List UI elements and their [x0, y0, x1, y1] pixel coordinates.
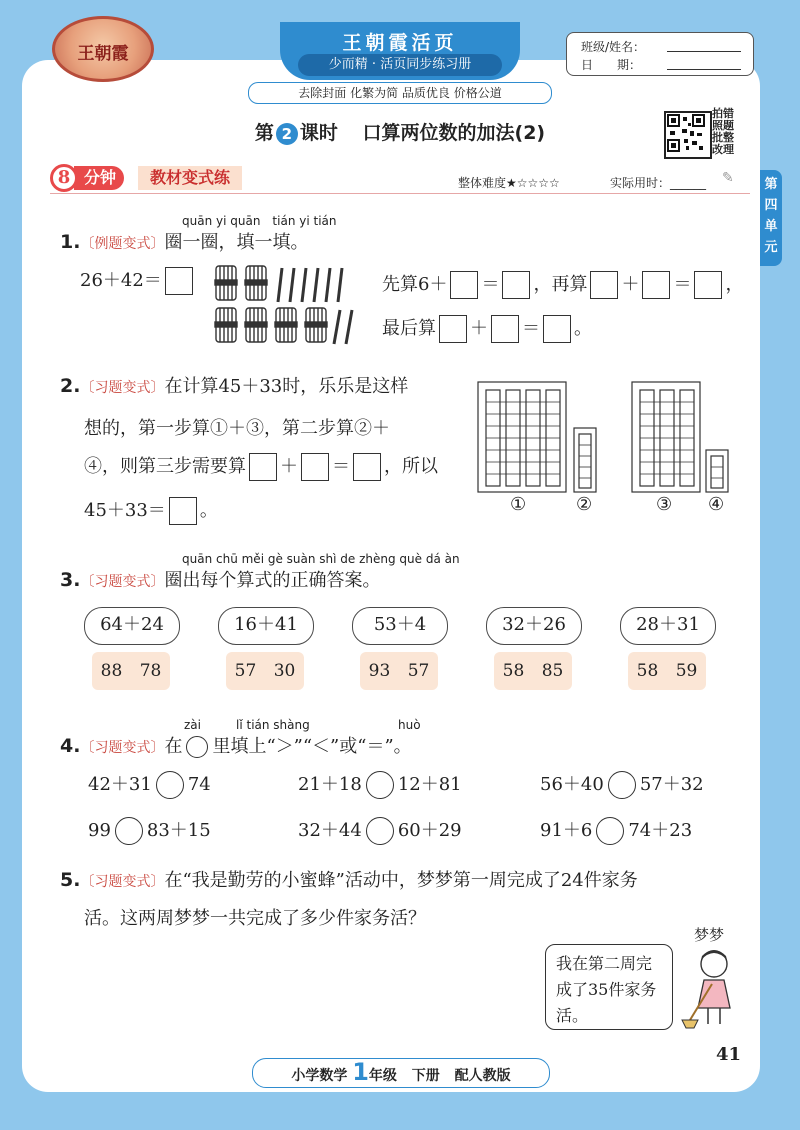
answer-box[interactable]	[502, 271, 530, 299]
q1-text: 圈一圈，填一填。	[164, 232, 309, 253]
minutes-label: 分钟	[74, 166, 124, 190]
compare-circle[interactable]	[115, 817, 143, 845]
compare-right: 57＋32	[639, 774, 704, 795]
lesson-suffix: 课时	[299, 122, 338, 144]
compare-right: 74＋23	[628, 820, 693, 841]
section-name: 教材变式练	[138, 166, 242, 190]
section-divider	[50, 193, 750, 194]
q1-heading	[60, 228, 308, 254]
unit-side-tab: 第四单元	[760, 170, 782, 266]
compare-right: 83＋15	[146, 820, 211, 841]
q3-pinyin: quān chū měi gè suàn shì de zhèng què dá àn	[182, 552, 460, 566]
answer-choices[interactable]: 88 78	[92, 652, 170, 690]
q2-label-1: ①	[510, 494, 527, 515]
speech-bubble: 我在第二周完成了35件家务活。	[545, 944, 673, 1030]
bundle	[305, 308, 327, 342]
qr-label: 拍错照题批整改理	[712, 107, 734, 156]
q4-text-b: 里填上“＞”“＜”或“＝”。	[212, 736, 412, 757]
compare-right: 12＋81	[397, 774, 462, 795]
q5-tag: 〔习题变式〕	[80, 874, 165, 890]
brand-subtitle: 少而精 · 活页同步练习册	[298, 54, 502, 76]
brand-logo	[52, 16, 154, 82]
name-date-box	[566, 32, 754, 76]
q2-label-3: ③	[656, 494, 673, 515]
q1-number: 1.	[60, 231, 81, 253]
compare-item	[540, 770, 704, 799]
q4-pinyin-huo: huò	[398, 718, 421, 732]
compare-item	[540, 816, 692, 845]
q1-pinyin: quān yi quān tián yi tián	[182, 214, 337, 228]
footer-badge	[252, 1058, 550, 1088]
difficulty: 整体难度★☆☆☆☆	[458, 176, 560, 190]
date-field[interactable]	[667, 69, 741, 70]
compare-circle[interactable]	[608, 771, 636, 799]
q1-step2	[382, 314, 592, 343]
expression-cloud: 64＋24	[84, 607, 180, 645]
q4-pinyin-li: lǐ tián shàng	[236, 718, 310, 732]
compare-left: 32＋44	[298, 820, 362, 841]
answer-box[interactable]	[450, 271, 478, 299]
expression-cloud: 28＋31	[620, 607, 716, 645]
answer-box[interactable]	[169, 497, 197, 525]
q5-line2: 活。这两周梦梦一共完成了多少件家务活？	[84, 908, 426, 929]
q1-step2-plus: ＋	[470, 318, 488, 339]
footer-subject: 小学数学	[291, 1068, 348, 1084]
q2-label-2: ②	[576, 494, 593, 515]
brand-title: 王朝霞活页	[342, 32, 458, 54]
q3-tag: 〔习题变式〕	[80, 574, 165, 590]
answer-choices[interactable]: 58 59	[628, 652, 706, 690]
q1-step1-text-c: ，再算	[533, 274, 588, 295]
q3-heading	[60, 566, 380, 592]
lesson-prefix: 第	[254, 122, 274, 144]
expression-cloud: 16＋41	[218, 607, 314, 645]
q4-tag: 〔习题变式〕	[80, 740, 165, 756]
q4-pinyin-zai: zài	[184, 718, 201, 732]
q5-number: 5.	[60, 869, 81, 891]
answer-choices[interactable]: 93 57	[360, 652, 438, 690]
answer-box[interactable]	[491, 315, 519, 343]
answer-box[interactable]	[353, 453, 381, 481]
q3-text: 圈出每个算式的正确答案。	[164, 570, 381, 591]
time-used: 实际用时：______	[610, 176, 707, 190]
q2-number: 2.	[60, 375, 81, 397]
q2-text-1: 在计算45＋33时，乐乐是这样	[164, 376, 409, 397]
compare-item	[298, 816, 462, 845]
answer-box[interactable]	[165, 267, 193, 295]
answer-choices[interactable]: 57 30	[226, 652, 304, 690]
section-banner	[50, 164, 250, 192]
q1-step1	[382, 270, 743, 299]
expression-cloud: 53＋4	[352, 607, 448, 645]
q1-step1-comma: ，	[725, 274, 744, 295]
class-name-field[interactable]	[667, 51, 741, 52]
q4-heading	[60, 732, 412, 758]
answer-box[interactable]	[301, 453, 329, 481]
q2-line4	[84, 496, 218, 525]
q5-line1	[60, 866, 638, 892]
bundle	[245, 266, 267, 300]
footer-volume: 下册	[411, 1068, 440, 1084]
q2-line2: 想的，第一步算①＋③，第二步算②＋	[84, 418, 390, 439]
bundle	[215, 308, 237, 342]
compare-circle[interactable]	[156, 771, 184, 799]
q1-step2-period: 。	[574, 318, 592, 339]
footer-grade: 年级	[368, 1068, 397, 1084]
compare-left: 99	[88, 820, 111, 841]
brand-banner	[280, 22, 520, 80]
page-number: 41	[716, 1044, 742, 1065]
q4-number: 4.	[60, 735, 81, 757]
slogan: 去除封面 化繁为简 品质优良 价格公道	[248, 82, 552, 104]
q1-expression	[80, 266, 196, 295]
compare-left: 91＋6	[540, 820, 593, 841]
q2-line4-text: 45＋33＝	[84, 500, 166, 521]
compare-right: 74	[187, 774, 211, 795]
q2-tag: 〔习题变式〕	[80, 380, 165, 396]
q1-step2-equals: ＝	[522, 318, 540, 339]
answer-box[interactable]	[694, 271, 722, 299]
compare-right: 60＋29	[397, 820, 462, 841]
answer-choices[interactable]: 58 85	[494, 652, 572, 690]
compare-item	[88, 770, 211, 799]
q1-expr-text: 26＋42＝	[80, 270, 162, 291]
q2-label-4: ④	[708, 494, 725, 515]
compare-item	[88, 816, 211, 845]
ones-3	[711, 456, 723, 488]
q1-tag: 〔例题变式〕	[80, 236, 165, 252]
q2-line3-text: ④，则第三步需要算	[84, 456, 246, 477]
answer-box[interactable]	[439, 315, 467, 343]
qr-code-icon[interactable]	[664, 111, 712, 159]
lesson-name: 口算两位数的加法(2)	[362, 122, 546, 144]
compare-circle[interactable]	[596, 817, 624, 845]
compare-item	[298, 770, 462, 799]
ones-5	[579, 434, 591, 488]
character-name: 梦梦	[694, 926, 725, 944]
footer-grade-number: 1	[352, 1058, 369, 1086]
bundle	[275, 308, 297, 342]
q4-text-a: 在	[164, 736, 183, 757]
q1-step1-text-a: 先算6＋	[382, 274, 448, 295]
q2-line3-plus: ＋	[280, 456, 298, 477]
pencil-icon: ✎	[722, 170, 734, 186]
q1-step1-equals2: ＝	[673, 274, 692, 295]
answer-box[interactable]	[543, 315, 571, 343]
date-label: 日 期：	[581, 58, 642, 72]
lesson-number: 2	[276, 123, 298, 145]
compare-left: 56＋40	[540, 774, 604, 795]
q1-step2-text: 最后算	[382, 318, 436, 339]
q1-step1-plus: ＋	[621, 274, 640, 295]
girl-sweeping-icon	[676, 944, 746, 1030]
bundle	[245, 308, 267, 342]
stick-bundles-figure	[212, 262, 362, 348]
compare-circle[interactable]	[366, 771, 394, 799]
compare-left: 21＋18	[298, 774, 362, 795]
expression-cloud: 32＋26	[486, 607, 582, 645]
q2-line3-equals: ＝	[332, 456, 350, 477]
bundle	[215, 266, 237, 300]
q2-line3-suffix: ，所以	[384, 456, 438, 477]
logo-text: 王朝霞	[77, 44, 129, 64]
minutes-badge: 8	[50, 164, 78, 192]
lesson-title	[200, 118, 600, 145]
compare-left: 42＋31	[88, 774, 152, 795]
q2-line3	[84, 452, 438, 481]
q5-text-1: 在“我是勤劳的小蜜蜂”活动中，梦梦第一周完成了24件家务	[164, 870, 638, 891]
q3-number: 3.	[60, 569, 81, 591]
answer-box[interactable]	[590, 271, 618, 299]
footer-edition: 配人教版	[454, 1068, 511, 1084]
q1-step1-equals: ＝	[481, 274, 500, 295]
compare-circle[interactable]	[366, 817, 394, 845]
circle-icon	[186, 736, 208, 758]
q2-line4-period: 。	[199, 500, 218, 521]
answer-box[interactable]	[249, 453, 277, 481]
answer-box[interactable]	[642, 271, 670, 299]
class-name-label: 班级/姓名：	[581, 40, 646, 54]
q2-line1	[60, 372, 408, 398]
